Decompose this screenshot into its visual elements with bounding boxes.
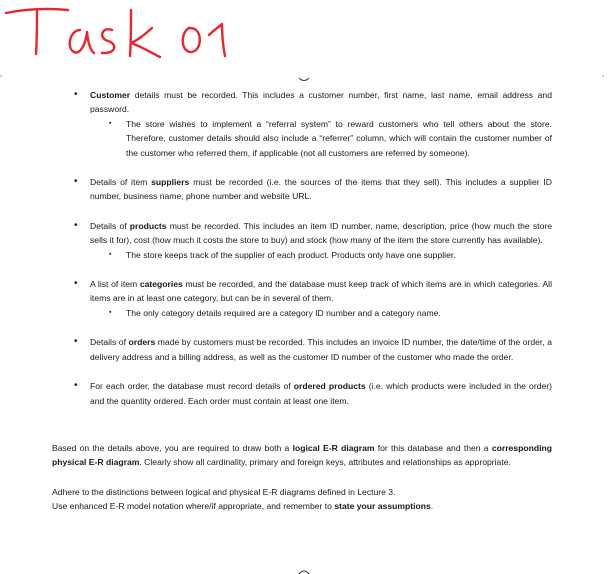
- bullet-suppliers: • Details of item suppliers must be recorded (i.e. the sources of the items that they sell). This includes a supplier ID number, business name, phone number and website URL.: [52, 175, 552, 204]
- sub-bullet-referral: [52, 117, 552, 160]
- instructions-paragraph: Based on the details above, you are required to draw both a logical E-R diagram for this database and then a corresponding physical E-R diagram. Clearly show all cardinality, primary and foreign keys, attributes and relationships as appropriate.: [52, 442, 553, 468]
- bullet-products: • Details of products must be recorded. This includes an item ID number, name, description, price (how much the store sells it for), cost (how much it costs the store to buy) and stock (how many of the item the store currently has available).: [52, 219, 552, 248]
- bold-term: categories: [139, 279, 183, 290]
- task-document: [52, 88, 552, 514]
- assumptions-line: Use enhanced E-R model notation where/if appropriate, and remember to state your assumptions.: [52, 501, 434, 512]
- sub-bullet-category: ▪ The only category details required are a category ID number and a category name.: [52, 306, 552, 320]
- sub-bullet-supplier: ▪ The store keeps track of the supplier of each product. Products only have one supplier.: [52, 248, 552, 262]
- bold-term: ordered products: [293, 381, 366, 392]
- page-edge-mark-left: ‚: [0, 68, 2, 78]
- bullet-categories: • A list of item categories must be recorded, and the database must keep track of which items are in which categories. All items are in at least one category, but can be in several of them.: [52, 277, 552, 306]
- bullet-text: details must be recorded. This includes a customer number, first name, last name, email address and password.: [90, 90, 552, 115]
- bullet-ordered-products: • For each order, the database must record details of ordered products (i.e. which products were included in the order) and the quantity ordered. Each order must contain at least one item.: [52, 379, 552, 408]
- adhere-line: Adhere to the distinctions between logical and physical E-R diagrams defined in Lecture 3.: [52, 486, 396, 497]
- bullet-orders: • Details of orders made by customers must be recorded. This includes an invoice ID number, the date/time of the order, a delivery address and a billing address, as well as the customer ID number of the customer who made the order.: [52, 335, 552, 364]
- page-break-mark-bottom: [297, 567, 311, 574]
- bold-term: Customer: [90, 90, 131, 100]
- bold-term: products: [129, 220, 167, 231]
- page-break-mark-top: [297, 76, 311, 84]
- page-edge-mark-right: ‚: [602, 68, 604, 78]
- bold-term: orders: [128, 337, 156, 348]
- bullet-customer: [52, 88, 552, 117]
- sub-bullet-text: The store wishes to implement a “referral system” to reward customers who tell others about the store. Therefore, customer details should also include a “referrer” column, which will contain the customer number of the customer who referred them, if applicable (not all customers are referred by someone).: [126, 118, 552, 158]
- bold-term: suppliers: [151, 177, 190, 188]
- handwritten-title: [0, 0, 609, 70]
